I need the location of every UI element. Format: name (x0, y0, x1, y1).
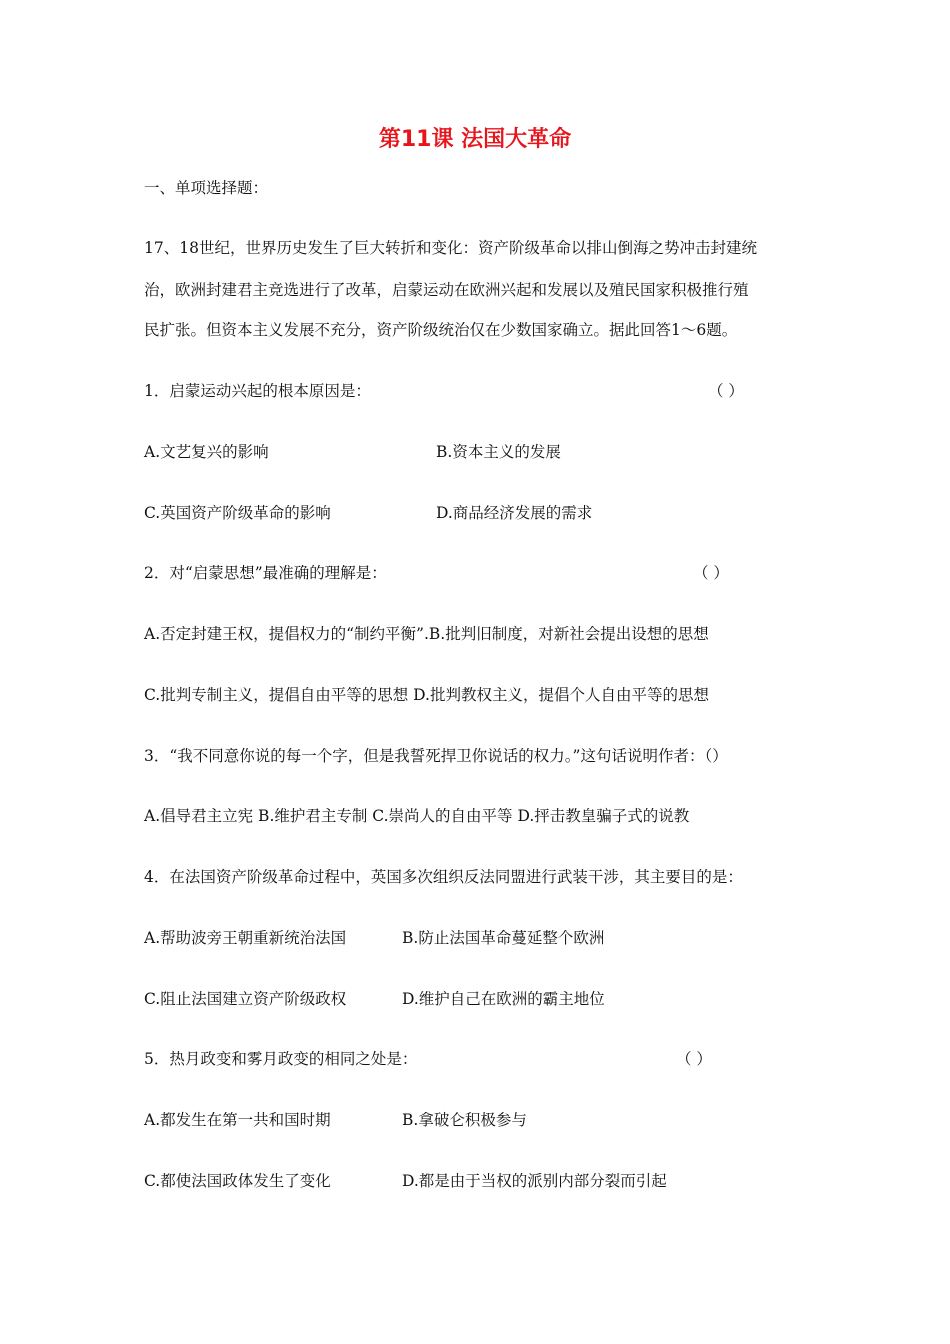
question-1-option-d: D.商品经济发展的需求 (436, 504, 593, 522)
question-2-options-cd: C.批判专制主义，提倡自由平等的思想 D.批判教权主义，提倡个人自由平等的思想 (144, 686, 709, 704)
question-3-options: A.倡导君主立宪 B.维护君主专制 C.崇尚人的自由平等 D.抨击教皇骗子式的说教 (144, 807, 690, 825)
question-2-stem: 2．对“启蒙思想”最准确的理解是： (144, 564, 387, 582)
question-5-answer-bracket: （ ） (676, 1050, 712, 1068)
question-4-option-d: D.维护自己在欧洲的霸主地位 (402, 990, 605, 1008)
intro-line-3: 民扩张。但资本主义发展不充分，资产阶级统治仅在少数国家确立。据此回答1～6题。 (144, 321, 738, 339)
intro-line-1: 17、18世纪，世界历史发生了巨大转折和变化：资产阶级革命以排山倒海之势冲击封建统 (144, 239, 757, 257)
question-1-answer-bracket: （ ） (708, 382, 744, 400)
question-3-stem: 3．“我不同意你说的每一个字，但是我誓死捍卫你说话的权力。”这句话说明作者：（） (144, 747, 728, 765)
question-4-stem: 4．在法国资产阶级革命过程中，英国多次组织反法同盟进行武装干涉，其主要目的是： (144, 868, 743, 886)
question-2-options-ab: A.否定封建王权，提倡权力的“制约平衡”.B.批判旧制度，对新社会提出设想的思想 (144, 625, 709, 643)
question-1-option-b: B.资本主义的发展 (436, 443, 561, 461)
intro-line-2: 治，欧洲封建君主竞选进行了改革，启蒙运动在欧洲兴起和发展以及殖民国家积极推行殖 (144, 281, 749, 299)
question-1-option-c: C.英国资产阶级革命的影响 (144, 504, 331, 522)
question-5-option-c: C.都使法国政体发生了变化 (144, 1172, 331, 1190)
question-2-answer-bracket: （ ） (693, 564, 729, 582)
question-5-option-d: D.都是由于当权的派别内部分裂而引起 (402, 1172, 667, 1190)
question-1-stem: 1．启蒙运动兴起的根本原因是： (144, 382, 371, 400)
question-4-option-a: A.帮助波旁王朝重新统治法国 (144, 929, 347, 947)
question-4-option-c: C.阻止法国建立资产阶级政权 (144, 990, 347, 1008)
question-1-option-a: A.文艺复兴的影响 (144, 443, 269, 461)
question-5-option-b: B.拿破仑积极参与 (402, 1111, 527, 1129)
document-title: 第11课 法国大革命 (378, 127, 572, 152)
question-5-stem: 5．热月政变和雾月政变的相同之处是： (144, 1050, 418, 1068)
section-heading: 一、单项选择题： (144, 179, 269, 197)
question-5-option-a: A.都发生在第一共和国时期 (144, 1111, 331, 1129)
question-4-option-b: B.防止法国革命蔓延整个欧洲 (402, 929, 605, 947)
